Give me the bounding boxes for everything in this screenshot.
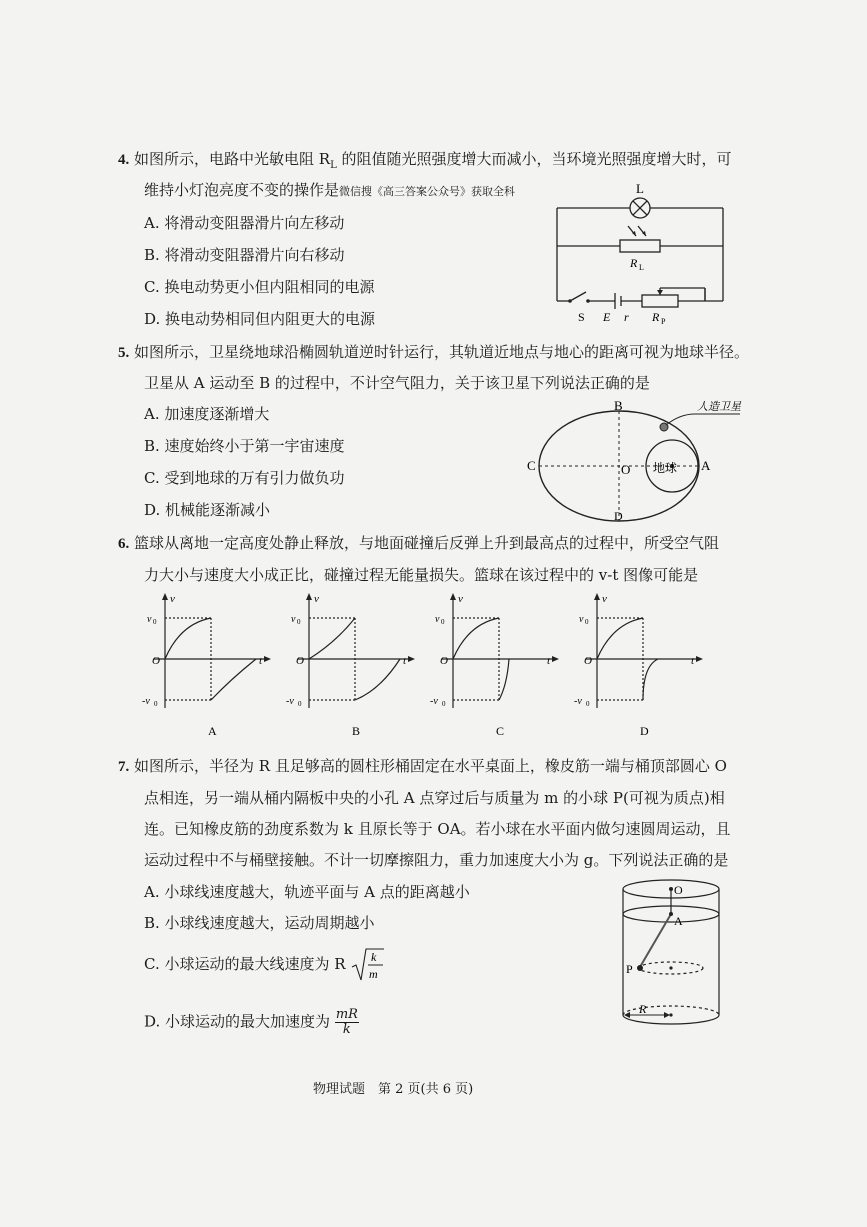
neg-v0-sub: 0	[298, 700, 302, 708]
q7-line1	[118, 756, 727, 777]
t-axis-label: t	[547, 655, 551, 667]
v0-label: v	[147, 614, 152, 625]
q5-option-a: A. 加速度逐渐增大	[144, 405, 270, 423]
earth-label: 地球	[653, 461, 678, 475]
emf-label: E	[603, 310, 611, 324]
origin-label: O	[296, 655, 304, 667]
neg-v0-label: -v	[574, 696, 582, 707]
label-c: C	[527, 458, 536, 473]
t-axis-label: t	[691, 655, 695, 667]
label-d: D	[614, 509, 623, 523]
v-axis-label: v	[458, 593, 463, 605]
origin-label: O	[440, 655, 448, 667]
q7-option-d	[144, 1008, 359, 1037]
lamp-label: L	[636, 181, 644, 196]
frac-den: k	[342, 1022, 351, 1037]
graph-b	[284, 590, 424, 740]
label-a: A	[701, 458, 711, 473]
q6-line2: 力大小与速度大小成正比，碰撞过程无能量损失。篮球在该过程中的 v-t 图像可能是	[144, 566, 699, 584]
q7-line2: 点相连，另一端从桶内隔板中央的小孔 A 点穿过后与质量为 m 的小球 P(可视为质点)相	[144, 789, 725, 807]
label-r: R	[639, 1002, 647, 1016]
t-axis-label: t	[403, 655, 407, 667]
q5-option-c: C. 受到地球的万有引力做负功	[144, 469, 345, 487]
neg-v0-sub: 0	[442, 700, 446, 708]
q7-line3: 连。已知橡皮筋的劲度系数为 k 且原长等于 OA。若小球在水平面内做匀速圆周运动，且	[144, 820, 731, 838]
q7-option-a: A. 小球线速度越大，轨迹平面与 A 点的距离越小	[144, 883, 470, 901]
v0-sub: 0	[153, 618, 157, 626]
v0-sub: 0	[441, 618, 445, 626]
label-b: B	[614, 400, 623, 413]
neg-v0-label: -v	[142, 696, 150, 707]
q4-option-b: B. 将滑动变阻器滑片向右移动	[144, 246, 345, 264]
v0-sub: 0	[297, 618, 301, 626]
neg-v0-label: -v	[430, 696, 438, 707]
q4-sub: L	[330, 160, 337, 171]
label-o: O	[674, 883, 683, 897]
q4-text-a: 如图所示，电路中光敏电阻 R	[134, 150, 331, 168]
v-axis-label: v	[314, 593, 319, 605]
q7-line4: 运动过程中不与桶壁接触。不计一切摩擦阻力，重力加速度大小为 g。下列说法正确的是	[144, 851, 729, 869]
q4-option-a: A. 将滑动变阻器滑片向左移动	[144, 214, 345, 232]
q4-option-c: C. 换电动势更小但内阻相同的电源	[144, 278, 375, 296]
graph-a-label: A	[208, 724, 217, 738]
internal-r-label: r	[624, 310, 629, 324]
label-o: O	[621, 462, 631, 477]
rp-sub-label: P	[661, 317, 666, 326]
t-axis-label: t	[259, 655, 263, 667]
sqrt-symbol	[350, 947, 384, 983]
q5-option-b: B. 速度始终小于第一宇宙速度	[144, 437, 345, 455]
q5-orbit-diagram	[525, 400, 755, 525]
rl-label: R	[630, 256, 638, 270]
q7-option-c-text: C. 小球运动的最大线速度为 R	[144, 955, 346, 973]
q7-option-d-text: D. 小球运动的最大加速度为	[144, 1012, 331, 1031]
q4-text-b: 的阻值随光照强度增大而减小，当环境光照强度增大时，可	[336, 150, 732, 168]
q4-line1	[118, 149, 732, 176]
graph-d-label: D	[640, 724, 649, 738]
neg-v0-sub: 0	[154, 700, 158, 708]
q4-option-d: D. 换电动势相同但内阻更大的电源	[144, 310, 376, 328]
rl-sub-label: L	[639, 263, 644, 272]
v0-label: v	[435, 614, 440, 625]
rp-label: R	[652, 310, 660, 324]
neg-v0-sub: 0	[586, 700, 590, 708]
origin-label: O	[584, 655, 592, 667]
v0-sub: 0	[585, 618, 589, 626]
graph-b-label: B	[352, 724, 361, 738]
q5-number: 5.	[118, 345, 130, 361]
q7-option-c	[144, 947, 384, 983]
graph-d	[572, 590, 712, 740]
q4-circuit-diagram	[540, 176, 740, 326]
graph-c	[428, 590, 568, 740]
q4-number: 4.	[118, 152, 130, 168]
sqrt-den: m	[369, 967, 378, 981]
graph-c-label: C	[496, 724, 505, 738]
q5-text-a: 如图所示，卫星绕地球沿椭圆轨道逆时针运行，其轨道近地点与地心的距离可视为地球半径。	[134, 343, 750, 361]
v-axis-label: v	[170, 593, 175, 605]
page-footer: 物理试题 第 2 页(共 6 页)	[313, 1082, 474, 1097]
frac-num: mR	[335, 1007, 358, 1022]
switch-label: S	[578, 310, 585, 324]
q5-option-d: D. 机械能逐渐减小	[144, 501, 271, 519]
neg-v0-label: -v	[286, 696, 294, 707]
q6-number: 6.	[118, 536, 130, 552]
q7-number: 7.	[118, 759, 130, 775]
q4-line2	[144, 180, 515, 202]
sqrt-num: k	[371, 950, 377, 964]
satellite-label: 人造卫星	[697, 401, 741, 413]
graph-a	[140, 590, 280, 740]
origin-label: O	[152, 655, 160, 667]
v0-label: v	[579, 614, 584, 625]
q5-line2: 卫星从 A 运动至 B 的过程中，不计空气阻力，关于该卫星下列说法正确的是	[144, 374, 650, 392]
v0-label: v	[291, 614, 296, 625]
q7-cylinder-diagram	[612, 877, 732, 1027]
q7-text-a: 如图所示，半径为 R 且足够高的圆柱形桶固定在水平桌面上，橡皮筋一端与桶顶部圆心 O	[134, 757, 727, 775]
q6-text-a: 篮球从离地一定高度处静止释放，与地面碰撞后反弹上升到最高点的过程中，所受空气阻	[134, 534, 720, 552]
q6-line1	[118, 533, 719, 554]
q4-stem-end: 维持小灯泡亮度不变的操作是	[144, 181, 340, 199]
q4-watermark-note: 微信搜《高三答案公众号》获取全科	[339, 185, 516, 198]
label-p: P	[626, 962, 633, 976]
q5-line1	[118, 342, 749, 363]
fraction	[335, 1008, 359, 1037]
label-a: A	[674, 914, 683, 928]
q7-option-b: B. 小球线速度越大，运动周期越小	[144, 914, 375, 932]
v-axis-label: v	[602, 593, 607, 605]
